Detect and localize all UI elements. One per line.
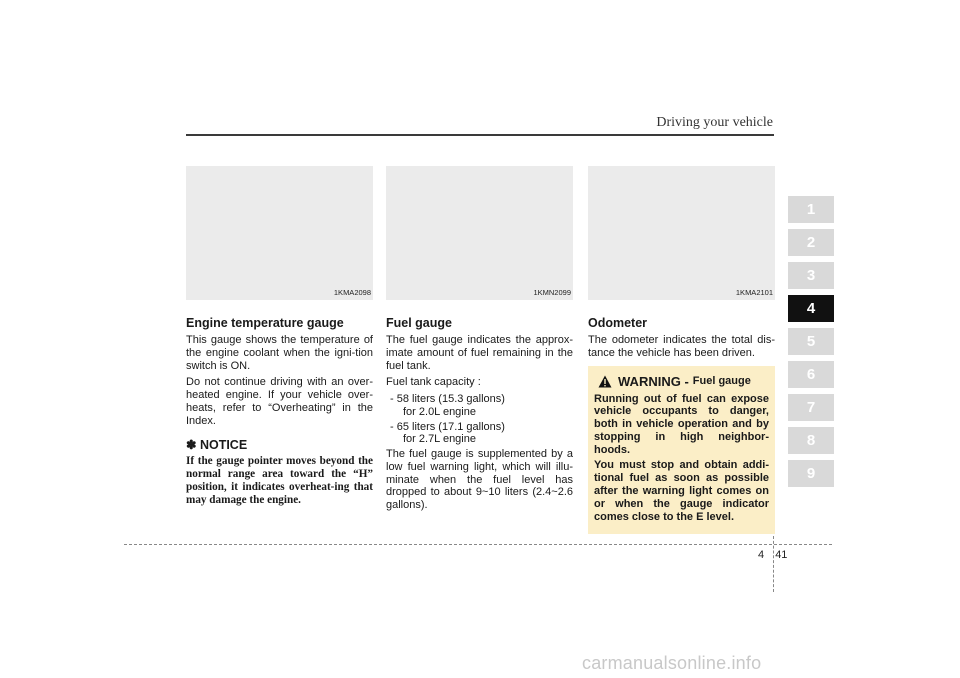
capacity-engine: for 2.7L engine — [403, 433, 476, 446]
chapter-tab-1[interactable]: 1 — [788, 196, 834, 223]
capacity-line: - 65 liters (17.1 gallons) — [390, 420, 505, 433]
warning-triangle-icon — [598, 375, 612, 388]
section-heading: Engine temperature gauge — [186, 316, 344, 330]
warning-box — [588, 366, 775, 535]
warning-title: WARNING - — [618, 373, 689, 389]
paragraph: This gauge shows the temperature of the engine coolant when the igni-tion switch is ON. — [186, 334, 373, 372]
warning-text: You must stop and obtain addi-tional fuel as soon as possible after the warning light comes on or when the gauge indicator comes close to the E level. — [594, 459, 769, 524]
chapter-tab-6[interactable]: 6 — [788, 361, 834, 388]
capacity-line: - 58 liters (15.3 gallons) — [390, 393, 505, 405]
footer-divider — [773, 536, 774, 592]
notice-heading: ✽ NOTICE — [186, 438, 248, 453]
capacity-engine: for 2.0L engine — [403, 405, 476, 418]
section-heading: Fuel gauge — [386, 316, 452, 330]
watermark: carmanualsonline.info — [582, 653, 762, 673]
chapter-tab-2[interactable]: 2 — [788, 229, 834, 256]
column-engine-temperature — [186, 166, 373, 507]
warning-header — [594, 374, 769, 389]
figure-code: 1KMA2101 — [735, 288, 773, 297]
footer-rule — [124, 544, 832, 545]
chapter-tab-4[interactable]: 4 — [788, 295, 834, 322]
figure-fuel-gauge — [386, 166, 573, 300]
paragraph: The fuel gauge indicates the approx-imate amount of fuel remaining in the fuel tank. — [386, 334, 573, 372]
paragraph: Do not continue driving with an over-heated engine. If your vehicle over-heats, refer to “Overheating” in the Index. — [186, 376, 373, 427]
page-number — [758, 549, 787, 561]
warning-topic: Fuel gauge — [692, 375, 751, 387]
chapter-tab-8[interactable]: 8 — [788, 427, 834, 454]
warning-text: Running out of fuel can expose vehicle occupants to danger, both in vehicle operation and by stopping in high neighbor-hoods. — [594, 392, 769, 457]
section-heading: Odometer — [588, 316, 648, 330]
paragraph: The fuel gauge is supplemented by a low fuel warning light, which will illu-minate when the fuel level has dropped to about 9~10 liters (2.4~2.6 gallons). — [386, 448, 573, 511]
chapter-tabs — [788, 196, 834, 493]
column-odometer — [588, 166, 775, 534]
page-chapter: 4 — [758, 549, 765, 561]
list-item — [386, 393, 573, 419]
header-rule — [186, 134, 774, 136]
page-index: 41 — [775, 549, 788, 561]
chapter-tab-7[interactable]: 7 — [788, 394, 834, 421]
figure-odometer — [588, 166, 775, 300]
figure-code: 1KMA2098 — [333, 288, 371, 297]
header-title: Driving your vehicle — [656, 115, 773, 130]
notice-body: If the gauge pointer moves beyond the normal range area toward the “H” position, it indicates overheat-ing that may damage the engine. — [186, 455, 373, 506]
column-fuel-gauge — [386, 166, 573, 516]
chapter-tab-9[interactable]: 9 — [788, 460, 834, 487]
capacity-label: Fuel tank capacity : — [386, 376, 481, 389]
paragraph: The odometer indicates the total dis-tance the vehicle has been driven. — [588, 334, 775, 359]
list-item — [386, 421, 573, 447]
figure-temperature-gauge — [186, 166, 373, 300]
figure-code: 1KMN2099 — [533, 288, 571, 297]
chapter-tab-3[interactable]: 3 — [788, 262, 834, 289]
chapter-tab-5[interactable]: 5 — [788, 328, 834, 355]
